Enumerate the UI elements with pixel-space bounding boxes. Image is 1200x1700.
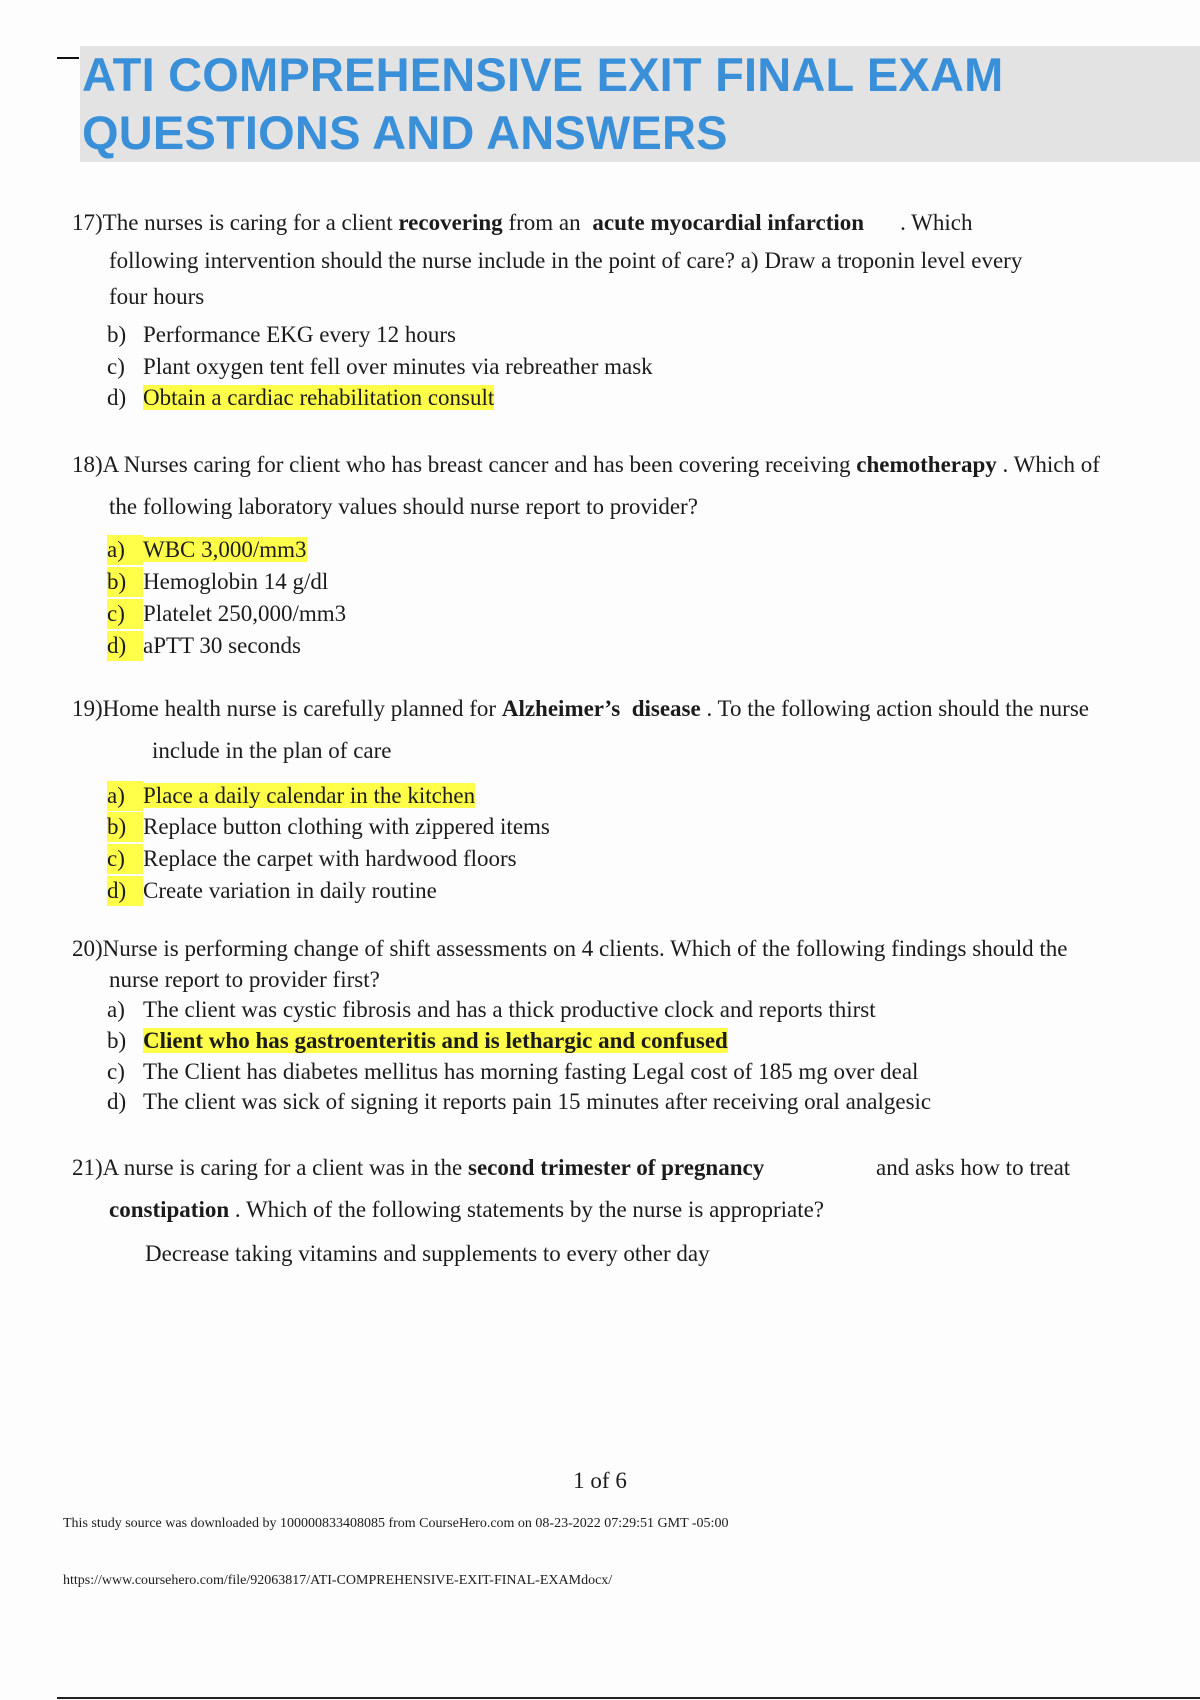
question-17-option-c: c) Plant oxygen tent fell over minutes via rebreather mask xyxy=(107,354,653,379)
question-20-stem-line-2: nurse report to provider first? xyxy=(109,967,380,992)
question-20-option-b: b) Client who has gastroenteritis and is lethargic and confused xyxy=(107,1028,728,1053)
question-17-stem-line-2: following intervention should the nurse include in the point of care? a) Draw a troponin level every xyxy=(109,248,1023,273)
question-19-option-b: b) Replace button clothing with zippered items xyxy=(107,812,550,842)
question-17-stem-line-3: four hours xyxy=(109,284,205,309)
question-19-option-a: a) Place a daily calendar in the kitchen xyxy=(107,781,475,811)
question-19-stem: 19)Home health nurse is carefully planned for Alzheimer’s disease . To the following action should the nurse xyxy=(72,696,1089,721)
document-title xyxy=(82,46,1182,162)
question-19-option-d: d) Create variation in daily routine xyxy=(107,876,437,906)
question-17-option-b: b) Performance EKG every 12 hours xyxy=(107,322,456,347)
question-18-option-d: d) aPTT 30 seconds xyxy=(107,631,301,661)
question-20-option-d: d) The client was sick of signing it reports pain 15 minutes after receiving oral analgesic xyxy=(107,1089,932,1114)
page-corner-mark xyxy=(57,57,79,59)
question-18-option-a: a) WBC 3,000/mm3 xyxy=(107,535,307,565)
download-note: This study source was downloaded by 100000833408085 from CourseHero.com on 08-23-2022 07:29:51 GMT -05:00 xyxy=(63,1516,729,1531)
question-17-option-d: d) Obtain a cardiac rehabilitation consult xyxy=(107,385,495,410)
highlighted-answer: WBC 3,000/mm3 xyxy=(143,537,307,562)
question-18-option-b: b) Hemoglobin 14 g/dl xyxy=(107,567,328,597)
page-number: 1 of 6 xyxy=(573,1468,627,1493)
title-line-1: ATI COMPREHENSIVE EXIT FINAL EXAM xyxy=(82,48,1004,101)
question-21-answer-text: Decrease taking vitamins and supplements to every other day xyxy=(145,1241,710,1266)
question-20-option-c: c) The Client has diabetes mellitus has morning fasting Legal cost of 185 mg over deal xyxy=(107,1059,919,1084)
question-18-stem-line-2: the following laboratory values should nurse report to provider? xyxy=(109,494,698,519)
bottom-divider xyxy=(57,1697,1200,1699)
source-url[interactable]: https://www.coursehero.com/file/92063817/ATI-COMPREHENSIVE-EXIT-FINAL-EXAMdocx/ xyxy=(63,1573,613,1588)
question-20-option-a: a) The client was cystic fibrosis and has a thick productive clock and reports thirst xyxy=(107,997,876,1022)
question-21-stem-line-2: constipation . Which of the following statements by the nurse is appropriate? xyxy=(109,1197,825,1222)
question-21-stem-tail: and asks how to treat xyxy=(876,1155,1071,1180)
question-20-stem: 20)Nurse is performing change of shift assessments on 4 clients. Which of the following findings should the xyxy=(72,936,1068,961)
highlighted-answer: Place a daily calendar in the kitchen xyxy=(143,783,476,808)
highlighted-answer: Obtain a cardiac rehabilitation consult xyxy=(143,385,495,410)
question-18-option-c: c) Platelet 250,000/mm3 xyxy=(107,599,346,629)
highlighted-answer: Client who has gastroenteritis and is lethargic and confused xyxy=(143,1028,728,1053)
title-line-2: QUESTIONS AND ANSWERS xyxy=(82,106,728,159)
question-17-stem: 17)The nurses is caring for a client recovering from an acute myocardial infarction . Which xyxy=(72,210,973,235)
question-21-stem: 21)A nurse is caring for a client was in the second trimester of pregnancy xyxy=(72,1155,765,1180)
question-19-option-c: c) Replace the carpet with hardwood floors xyxy=(107,844,517,874)
question-18-stem: 18)A Nurses caring for client who has breast cancer and has been covering receiving chemotherapy . Which of xyxy=(72,452,1100,477)
question-19-stem-line-2: include in the plan of care xyxy=(152,738,392,763)
